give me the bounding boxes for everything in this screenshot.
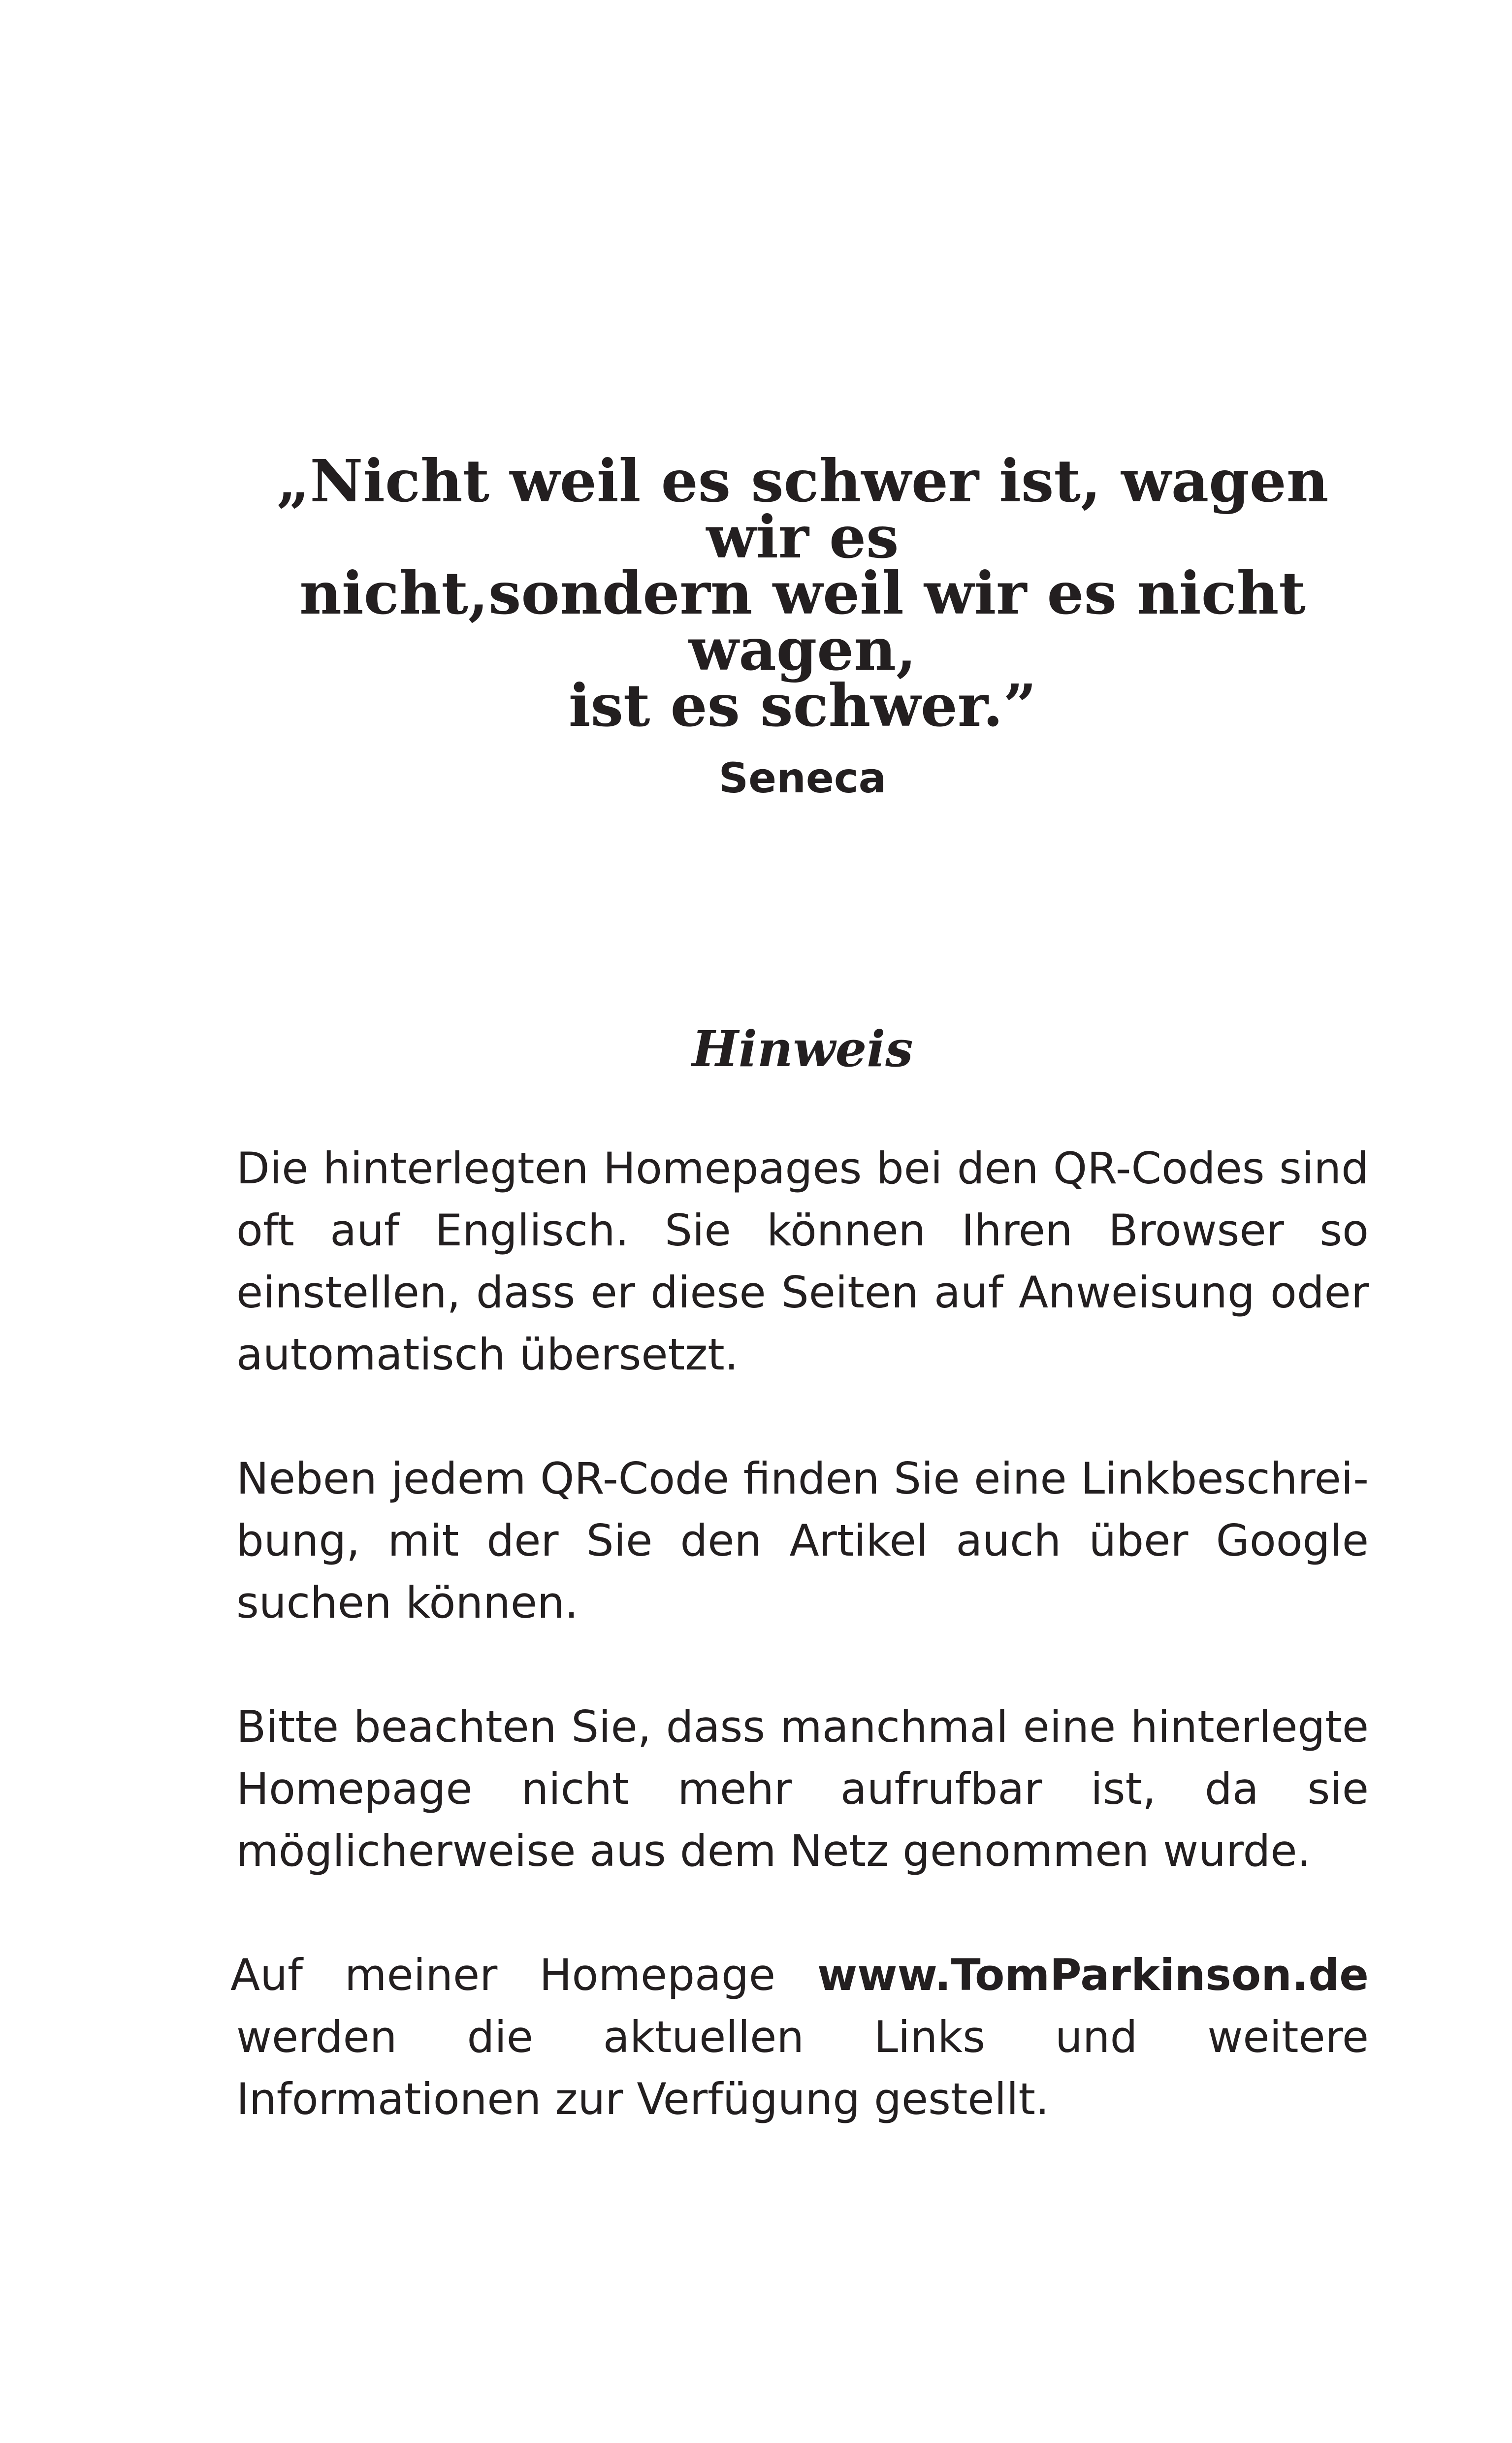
notice-paragraph-link-description: Neben jedem QR-Code finden Sie eine Linkbeschreibung, mit der Sie den Artikel auch über Google suchen können. <box>236 1453 1369 1628</box>
quote-line: nicht,sondern weil wir es nicht wagen, <box>299 559 1306 684</box>
notice-paragraph-unavailable: Bitte beachten Sie, dass manchmal eine hinterlegte Homepage nicht mehr aufrufbar ist, da sie möglicherweise aus dem Netz genommen wurde. <box>236 1701 1369 1876</box>
notice-paragraph-language: Die hinterlegten Homepages bei den QR-Codes sind oft auf Englisch. Sie können Ihren Browser so einstellen, dass er diese Seiten auf Anweisung oder automatisch übersetzt. <box>236 1143 1369 1380</box>
homepage-text-after: werden die aktuellen Links und weitere Informationen zur Verfügung gestellt. <box>236 2012 1369 2124</box>
quote-text <box>236 447 1369 740</box>
notice-section <box>230 1019 1369 2130</box>
quote-line: ist es schwer.” <box>568 671 1037 740</box>
quote-block <box>236 447 1369 803</box>
homepage-text-before: Auf meiner Homepage <box>230 1950 817 2000</box>
homepage-url: www.TomParkinson.de <box>817 1950 1369 2000</box>
notice-title: Hinweis <box>692 1020 913 1078</box>
notice-paragraph-homepage <box>230 1944 1369 2130</box>
quote-line: „Nicht weil es schwer ist, wagen wir es <box>276 447 1329 571</box>
quote-author: Seneca <box>718 754 887 802</box>
